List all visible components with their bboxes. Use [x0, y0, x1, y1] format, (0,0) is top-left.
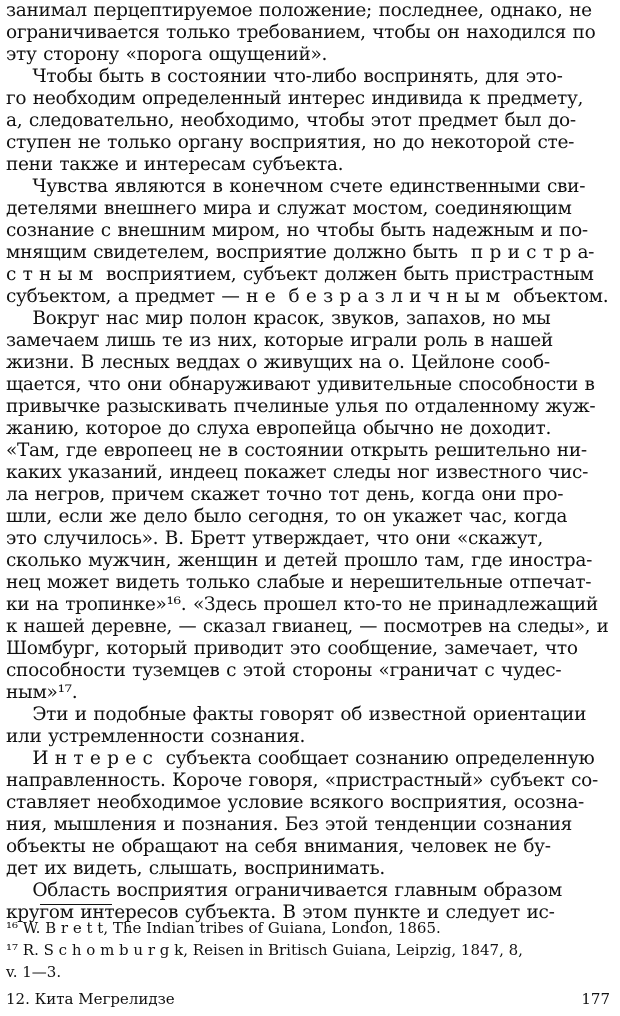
text-line: способности туземцев с этой стороны «граничат с чудес-	[6, 660, 562, 681]
footnote-line: ¹⁶ W. B r e t t, The Indian tribes of Guiana, London, 1865.	[6, 919, 441, 937]
text-line: ступен не только органу восприятия, но до некоторой сте-	[6, 132, 575, 153]
text-line: Шомбург, который приводит это сообщение, замечает, что	[6, 638, 578, 659]
text-line: а, следовательно, необходимо, чтобы этот предмет был до-	[6, 110, 576, 131]
text-line: объекты не обращают на себя внимания, человек не бу-	[6, 836, 551, 857]
footnote-line: v. 1—3.	[6, 963, 62, 981]
text-line: ла негров, причем скажет точно тот день, когда они про-	[6, 484, 564, 505]
text-line: направленность. Короче говоря, «пристрастный» субъект со-	[6, 770, 598, 791]
text-line: жизни. В лесных веддах о живущих на о. Цейлоне сооб-	[6, 352, 550, 373]
text-line: замечаем лишь те из них, которые играли роль в нашей	[6, 330, 553, 351]
text-line: каких указаний, индеец покажет следы ног известного чис-	[6, 462, 589, 483]
text-line: Область восприятия ограничивается главным образом	[6, 880, 562, 901]
page-number: 177	[581, 990, 610, 1008]
footnote-divider	[40, 904, 112, 905]
text-line: занимал перцептируемое положение; последнее, однако, не	[6, 0, 592, 21]
signature-mark: 12. Кита Мегрелидзе	[6, 990, 175, 1008]
text-line: с т н ы м восприятием, субъект должен быть пристрастным	[6, 264, 594, 285]
text-line: го необходим определенный интерес индивида к предмету,	[6, 88, 584, 109]
footnote-line: ¹⁷ R. S c h o m b u r g k, Reisen in Britisch Guiana, Leipzig, 1847, 8,	[6, 941, 523, 959]
text-line: эту сторону «порога ощущений».	[6, 44, 328, 65]
text-line: ограничивается только требованием, чтобы он находился по	[6, 22, 596, 43]
text-line: ния, мышления и познания. Без этой тенденции сознания	[6, 814, 573, 835]
text-line: нец может видеть только слабые и нерешительные отпечат-	[6, 572, 592, 593]
text-line: сколько мужчин, женщин и детей прошло там, где иностра-	[6, 550, 593, 571]
page-footer	[6, 990, 612, 1014]
body-text	[6, 0, 608, 924]
text-line: привычке разыскивать пчелиные улья по отдаленному жуж-	[6, 396, 596, 417]
text-line: ставляет необходимое условие всякого восприятия, осозна-	[6, 792, 584, 813]
text-line: кругом интересов субъекта. В этом пункте и следует ис-	[6, 902, 555, 923]
text-line: шли, если же дело было сегодня, то он укажет час, когда	[6, 506, 568, 527]
text-line: к нашей деревне, — сказал гвианец, — посмотрев на следы», и	[6, 616, 609, 637]
text-line: ки на тропинке»¹⁶. «Здесь прошел кто-то не принадлежащий	[6, 594, 598, 615]
text-line: ным»¹⁷.	[6, 682, 78, 703]
text-line: или устремленности сознания.	[6, 726, 306, 747]
text-line: жанию, которое до слуха европейца обычно не доходит.	[6, 418, 552, 439]
text-line: Чувства являются в конечном счете единственными сви-	[6, 176, 586, 197]
text-line: Чтобы быть в состоянии что-либо воспринять, для это-	[6, 66, 563, 87]
text-line: Эти и подобные факты говорят об известной ориентации	[6, 704, 587, 725]
text-line: мнящим свидетелем, восприятие должно быть п р и с т р а-	[6, 242, 595, 263]
text-line: дет их видеть, слышать, воспринимать.	[6, 858, 385, 879]
text-line: субъектом, а предмет — н е б е з р а з л и ч н ы м объектом.	[6, 286, 609, 307]
text-line: И н т е р е с субъекта сообщает сознанию определенную	[6, 748, 595, 769]
text-line: щается, что они обнаруживают удивительные способности в	[6, 374, 595, 395]
footnotes	[6, 917, 612, 983]
text-line: сознание с внешним миром, но чтобы быть надежным и по-	[6, 220, 588, 241]
text-line: детелями внешнего мира и служат мостом, соединяющим	[6, 198, 572, 219]
text-line: Вокруг нас мир полон красок, звуков, запахов, но мы	[6, 308, 551, 329]
text-line: «Там, где европеец не в состоянии открыть решительно ни-	[6, 440, 587, 461]
text-line: это случилось». В. Бретт утверждает, что они «скажут,	[6, 528, 543, 549]
text-line: пени также и интересам субъекта.	[6, 154, 344, 175]
